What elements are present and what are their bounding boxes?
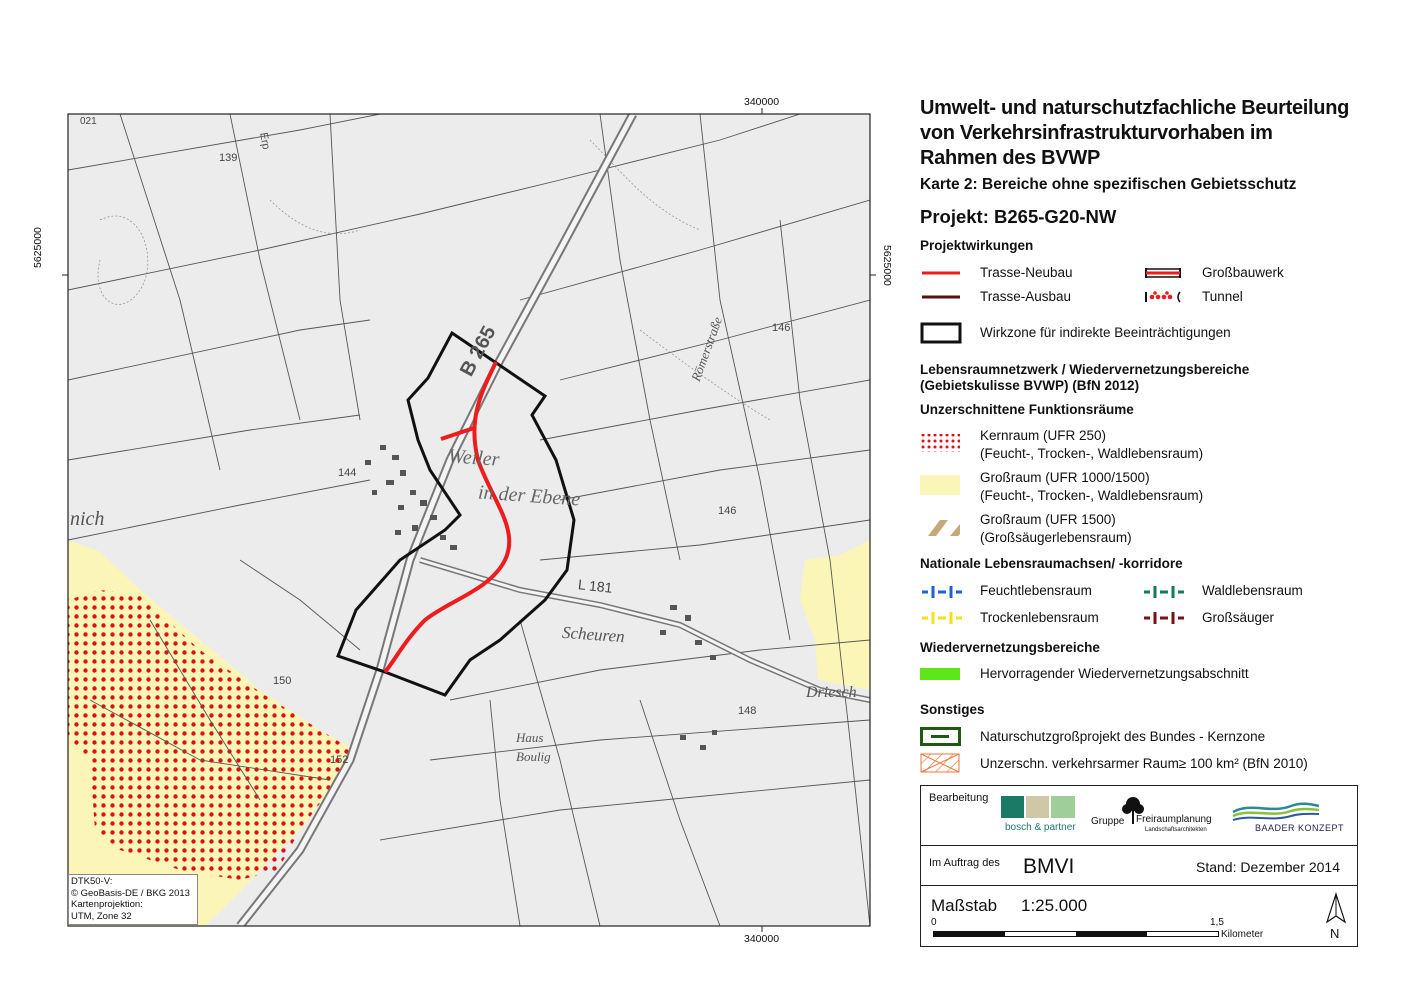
auftrag-box — [920, 845, 1358, 887]
legend-heading-projektwirkungen: Projektwirkungen — [920, 238, 1034, 253]
baader-wave-icon — [1231, 798, 1321, 822]
scale-zero: 0 — [931, 917, 937, 928]
legend-heading-wiedervernetzung: Wiedervernetzungsbereiche — [920, 640, 1100, 655]
credit-line-1: DTK50-V: — [71, 876, 113, 887]
driesch-label: Driesch — [806, 684, 857, 701]
legend-feuchtlebensraum: Feuchtlebensraum — [980, 583, 1092, 598]
legend-naturschutz: Naturschutzgroßprojekt des Bundes - Kernzone — [980, 729, 1266, 744]
elevation-146a: 146 — [772, 322, 791, 334]
bosch-logo-text: bosch & partner — [1005, 822, 1076, 833]
nich-label: nich — [70, 508, 105, 530]
legend-grossraum-1: Großraum (UFR 1000/1500) — [980, 470, 1150, 485]
legend-wirkzone: Wirkzone für indirekte Beeinträchtigungen — [980, 325, 1231, 340]
legend-grosssaeuger: Großsäuger — [1202, 610, 1275, 625]
bosch-logo-square-3 — [1051, 796, 1075, 818]
scale-max: 1,5 — [1210, 917, 1224, 928]
elevation-146b: 146 — [718, 505, 737, 517]
bearbeitung-box — [920, 785, 1358, 847]
legend-waldlebensraum: Waldlebensraum — [1202, 583, 1303, 598]
weiler-label-1: Weiler — [447, 445, 501, 471]
north-label: N — [1330, 926, 1340, 941]
legend-trasse-neubau: Trasse-Neubau — [980, 265, 1073, 280]
coord-left-label: 5625000 — [32, 227, 44, 268]
elevation-144: 144 — [338, 467, 357, 479]
map-credits — [68, 874, 198, 925]
grossraum-saeuger-symbol — [920, 516, 962, 538]
legend-heading-sonstiges: Sonstiges — [920, 702, 985, 717]
elevation-150: 150 — [273, 675, 292, 687]
auftrag-label: Im Auftrag des — [929, 857, 1000, 869]
credit-line-2: © GeoBasis-DE / BKG 2013 — [71, 887, 190, 899]
legend-wiedervernetzung-abschnitt: Hervorragender Wiedervernetzungsabschnitt — [980, 666, 1249, 681]
massstab-label: Maßstab — [931, 896, 998, 915]
scale-bar — [933, 931, 1219, 937]
haus-boulig-label-1: Haus — [516, 730, 544, 745]
gruppe-logo-text: Gruppe — [1091, 816, 1125, 827]
bearbeitung-label: Bearbeitung — [929, 792, 989, 804]
verkehrsarm-symbol — [920, 753, 962, 775]
title-line-1: Umwelt- und naturschutzfachliche Beurteilung — [920, 97, 1350, 119]
legend-verkehrsarm: Unzerschn. verkehrsarmer Raum≥ 100 km² (BfN 2010) — [980, 756, 1308, 771]
grossbauwerk-icon — [1142, 264, 1188, 306]
coord-bottom-label: 340000 — [744, 933, 780, 945]
elevation-148: 148 — [738, 705, 757, 717]
bosch-logo-square-2 — [1026, 796, 1049, 818]
legend-heading-lebensraum-2: (Gebietskulisse BVWP) (BfN 2012) — [920, 378, 1140, 393]
map-subtitle: Karte 2: Bereiche ohne spezifischen Gebietsschutz — [920, 176, 1297, 193]
haus-boulig-label-2: Boulig — [516, 749, 551, 764]
elevation-021: 021 — [80, 116, 97, 127]
roemerstrasse-label: Römerstraße — [688, 314, 726, 384]
scheuren-label: Scheuren — [561, 622, 626, 647]
coord-right-label: 5625000 — [881, 245, 893, 286]
grossraum-symbol — [920, 475, 960, 495]
legend-trasse-ausbau: Trasse-Ausbau — [980, 289, 1072, 304]
legend-trockenlebensraum: Trockenlebensraum — [980, 610, 1099, 625]
coord-top-label: 340000 — [744, 96, 780, 108]
map-title — [920, 96, 1390, 171]
erp-label: Erp — [257, 131, 272, 151]
title-line-3: Rahmen des BVWP — [920, 147, 1100, 169]
legend-kernraum-1: Kernraum (UFR 250) — [980, 428, 1107, 443]
naturschutz-symbol — [920, 727, 962, 747]
scale-box — [920, 885, 1358, 947]
credit-line-3: Kartenprojektion: — [71, 899, 143, 910]
wirkzone-symbol — [920, 322, 962, 344]
stand-label: Stand: Dezember 2014 — [1196, 859, 1340, 875]
weiler-label-2: in der Ebene — [477, 481, 581, 511]
project-title: Projekt: B265-G20-NW — [920, 206, 1117, 227]
legend-tunnel: Tunnel — [1202, 289, 1243, 304]
freiraum-logo-text: Freiraumplanung — [1136, 814, 1212, 825]
legend-grossraum-2: (Feucht-, Trocken-, Waldlebensraum) — [980, 488, 1204, 503]
bmvi-label: BMVI — [1023, 855, 1075, 878]
achsen-symbols-right — [1142, 582, 1186, 624]
legend-grossraum-saeuger-2: (Großsäugerlebensraum) — [980, 530, 1132, 545]
legend-kernraum-2: (Feucht-, Trocken-, Waldlebensraum) — [980, 446, 1204, 461]
road-l181-label: L 181 — [577, 576, 614, 596]
credit-line-4: UTM, Zone 32 — [71, 910, 132, 922]
legend-grossbauwerk: Großbauwerk — [1202, 265, 1284, 280]
legend-grossraum-saeuger-1: Großraum (UFR 1500) — [980, 512, 1116, 527]
bosch-logo-square-1 — [1001, 796, 1024, 818]
baader-logo-text: BAADER KONZEPT — [1255, 823, 1345, 833]
scale-kilometer: Kilometer — [1221, 929, 1264, 940]
kernraum-symbol — [920, 432, 962, 454]
title-line-2: von Verkehrsinfrastrukturvorhaben im — [920, 122, 1273, 144]
legend-heading-ufr: Unzerschnittene Funktionsräume — [920, 402, 1134, 417]
north-arrow-icon — [1325, 892, 1347, 924]
scale-value: 1:25.000 — [1021, 896, 1088, 915]
elevation-139: 139 — [219, 152, 238, 164]
legend-heading-lebensraum-1: Lebensraumnetzwerk / Wiedervernetzungsbereiche — [920, 362, 1250, 377]
legend-heading-achsen: Nationale Lebensraumachsen/ -korridore — [920, 556, 1183, 571]
elevation-152: 152 — [330, 754, 349, 766]
trasse-neubau-symbol — [920, 265, 962, 305]
achsen-symbols-left — [920, 582, 962, 624]
road-b265-label: B 265 — [456, 322, 501, 380]
freiraum-logo-subtext: Landschaftsarchitekten — [1145, 827, 1207, 833]
wiedervernetzung-symbol — [920, 668, 960, 680]
